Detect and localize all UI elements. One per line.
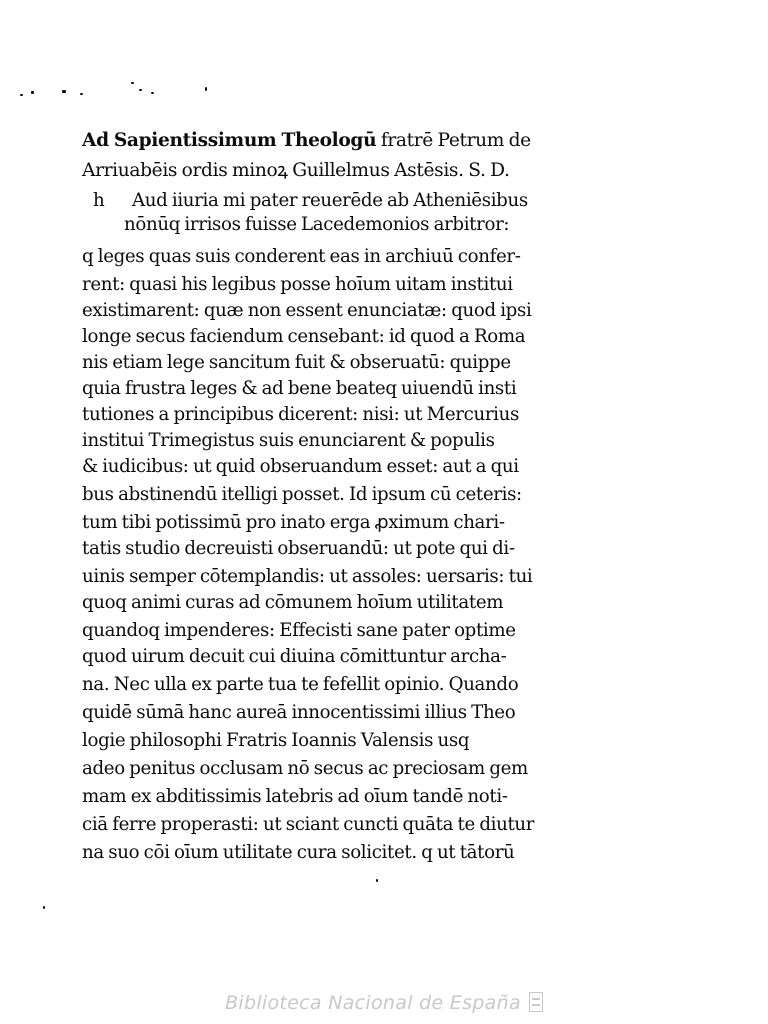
library-logo-icon xyxy=(529,992,543,1012)
heading-rest: fratrē Petrum de xyxy=(376,130,531,151)
body-line: existimarent: quæ non essent enunciatæ: quod ipsi xyxy=(82,300,532,321)
scan-speck xyxy=(151,92,154,94)
scan-speck xyxy=(43,906,45,909)
body-line: quia frustra leges & ad bene beateq uiuendū insti xyxy=(82,378,517,399)
body-line: ciā ferre properasti: ut sciant cuncti quāta te diutur xyxy=(82,814,535,835)
scan-speck xyxy=(62,90,66,93)
body-line: longe secus faciendum censebant: id quod a Roma xyxy=(82,326,526,347)
body-line: tutiones a principibus dicerent: nisi: ut Mercurius xyxy=(82,404,519,425)
body-line: na. Nec ulla ex parte tua te fefellit opinio. Quando xyxy=(82,674,519,695)
body-line: quoq animi curas ad cōmunem hoīum utilitatem xyxy=(82,592,504,613)
body-line: tatis studio decreuisti obseruandū: ut pote qui di- xyxy=(82,538,515,559)
body-line: Aud iiuria mi pater reuerēde ab Atheniēsibus xyxy=(132,190,528,211)
body-line: logie philosophi Fratris Ioannis Valensis usq xyxy=(82,730,470,751)
scan-speck xyxy=(131,82,134,84)
body-line: mam ex abditissimis latebris ad oīum tandē noti- xyxy=(82,786,508,807)
scan-speck xyxy=(20,94,23,96)
body-line: nōnūq irrisos fuisse Lacedemonios arbitror: xyxy=(124,214,510,235)
body-line: quod uirum decuit cui diuina cōmittuntur archa- xyxy=(82,646,507,667)
initial-letter: h xyxy=(93,190,105,211)
first-body-line xyxy=(82,188,612,214)
heading-lead: Ad Sapientissimum Theologū xyxy=(82,130,377,151)
heading-line-2: Arriuabēis ordis minoꝝ Guillelmus Astēsis. S. D. xyxy=(82,160,510,181)
body-line: adeo penitus occlusam nō secus ac preciosam gem xyxy=(82,758,528,779)
body-line: & iudicibus: ut quid obseruandum esset: aut a qui xyxy=(82,456,519,477)
body-line: quandoq impenderes: Effecisti sane pater optime xyxy=(82,620,516,641)
scan-speck xyxy=(139,89,142,91)
body-line: uinis semper cōtemplandis: ut assoles: uersaris: tui xyxy=(82,566,533,587)
scan-speck xyxy=(205,87,207,91)
library-watermark xyxy=(0,992,768,1014)
body-line: rent: quasi his legibus posse hoīum uitam institui xyxy=(82,274,513,295)
body-line: tum tibi potissimū pro inato erga ꝓximum chari- xyxy=(82,512,505,533)
scan-speck xyxy=(80,93,83,95)
body-line: institui Trimegistus suis enunciarent & populis xyxy=(82,430,495,451)
body-line: q leges quas suis conderent eas in archiuū confer- xyxy=(82,246,521,267)
watermark-text: Biblioteca Nacional de España xyxy=(225,992,521,1014)
scan-speck xyxy=(376,879,378,882)
body-line: quidē sūmā hanc aureā innocentissimi illius Theo xyxy=(82,702,516,723)
scan-speck xyxy=(31,91,34,94)
body-line: na suo cōi oīum utilitate cura solicitet. q ut tātorū xyxy=(82,842,515,863)
heading-line-1 xyxy=(82,128,531,154)
body-line: nis etiam lege sancitum fuit & obseruatū: quippe xyxy=(82,352,511,373)
body-line: bus abstinendū itelligi posset. Id ipsum cū ceteris: xyxy=(82,484,522,505)
